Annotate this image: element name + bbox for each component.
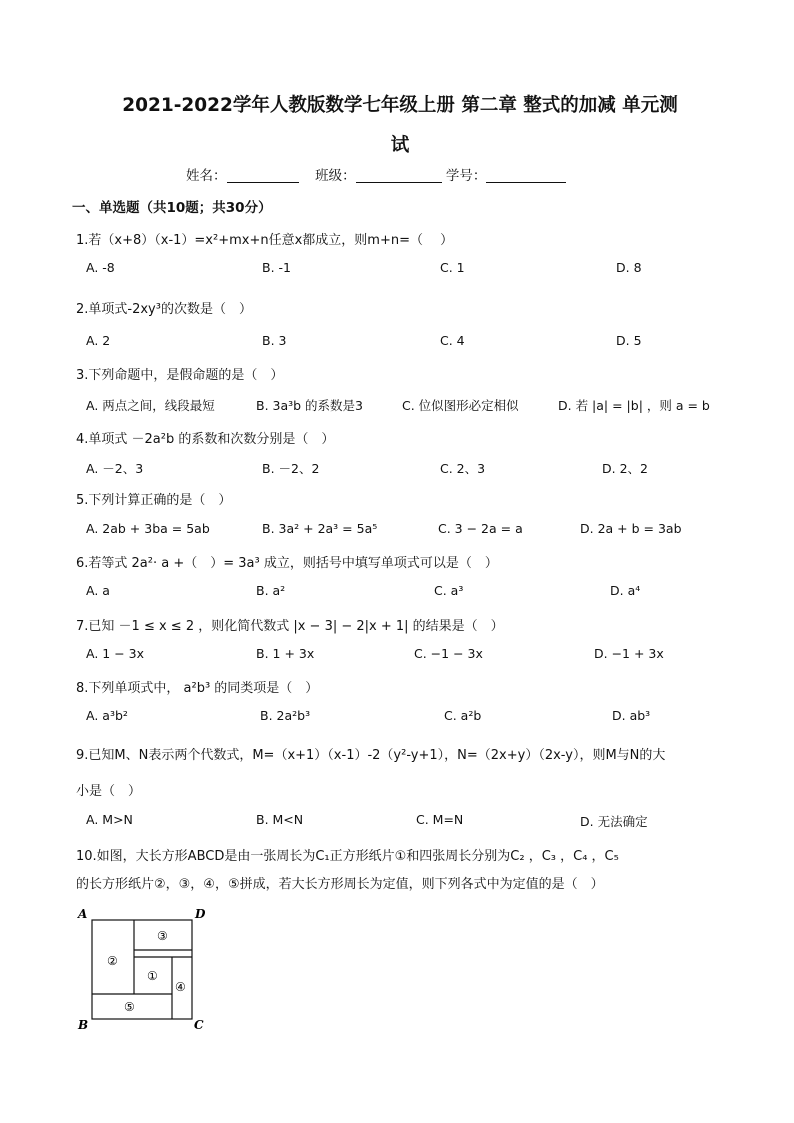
q3-option-a[interactable]: A. 两点之间，线段最短 [86,398,215,413]
q5-option-c[interactable]: C. 3 − 2a = a [438,521,523,536]
q6-option-b[interactable]: B. a² [256,583,286,598]
q4-option-b[interactable]: B. －2、2 [262,461,320,476]
piece-label-3: ③ [157,929,168,943]
class-blank[interactable] [356,168,442,183]
student-info-line [186,164,566,184]
q6-option-a[interactable]: A. a [86,583,110,598]
corner-label-b: B [78,1018,89,1032]
q4-option-d[interactable]: D. 2、2 [602,461,648,476]
question-9-continued: 小是（ ） [76,784,142,799]
q1-option-c[interactable]: C. 1 [440,260,465,275]
q9-option-c[interactable]: C. M=N [416,812,464,827]
question-2: 2.单项式-2xy³的次数是（ ） [76,302,252,317]
name-blank[interactable] [227,168,299,183]
corner-label-c: C [194,1018,204,1032]
number-label: 学号： [445,168,487,184]
q1-option-b[interactable]: B. -1 [262,260,291,275]
q3-option-b[interactable]: B. 3a³b 的系数是3 [256,398,364,413]
title-line-1: 2021-2022学年人教版数学七年级上册 第二章 整式的加减 单元测 [122,95,678,116]
q6-option-d[interactable]: D. a⁴ [610,583,641,598]
q5-option-b[interactable]: B. 3a² + 2a³ = 5a⁵ [262,521,378,536]
q6-option-c[interactable]: C. a³ [434,583,464,598]
rectangle-figure [74,902,214,1032]
q9-option-d[interactable]: D. 无法确定 [580,814,648,829]
q4-option-c[interactable]: C. 2、3 [440,461,486,476]
q5-option-a[interactable]: A. 2ab + 3ba = 5ab [86,521,210,536]
q8-option-b[interactable]: B. 2a²b³ [260,708,311,723]
q8-option-c[interactable]: C. a²b [444,708,482,723]
class-label: 班级： [315,168,356,184]
q7-option-b[interactable]: B. 1 + 3x [256,646,315,661]
piece-label-2: ② [107,954,118,968]
piece-label-5: ⑤ [124,1000,135,1014]
q9-option-a[interactable]: A. M>N [86,812,133,827]
question-10-continued: 的长方形纸片②，③，④，⑤拼成，若大长方形周长为定值，则下列各式中为定值的是（ ） [76,877,604,892]
q9-option-b[interactable]: B. M<N [256,812,304,827]
q3-option-c[interactable]: C. 位似图形必定相似 [402,398,519,413]
page-title [70,86,730,166]
q1-option-d[interactable]: D. 8 [616,260,642,275]
piece-label-4: ④ [175,980,186,994]
q7-option-d[interactable]: D. −1 + 3x [594,646,664,661]
question-3: 3.下列命题中，是假命题的是（ ） [76,368,284,383]
q8-option-d[interactable]: D. ab³ [612,708,651,723]
piece-label-1: ① [147,969,158,983]
question-7: 7.已知 －1 ≤ x ≤ 2 ，则化简代数式 |x − 3| − 2|x + 1| 的结果是（ ） [76,619,504,634]
q4-option-a[interactable]: A. －2、3 [86,461,144,476]
corner-label-a: A [78,907,88,921]
q2-option-d[interactable]: D. 5 [616,333,642,348]
q7-option-a[interactable]: A. 1 − 3x [86,646,145,661]
section-title: 一、单选题（共10题；共30分） [72,200,272,216]
question-9: 9.已知M、N表示两个代数式，M=（x+1）（x-1）-2（y²-y+1），N=（2x+y）（2x-y），则M与N的大 [76,748,666,763]
q8-option-a[interactable]: A. a³b² [86,708,128,723]
q1-option-a[interactable]: A. -8 [86,260,115,275]
q5-option-d[interactable]: D. 2a + b = 3ab [580,521,682,536]
corner-label-d: D [195,907,206,921]
q3-option-d[interactable]: D. 若 |a| = |b| ，则 a = b [558,398,710,413]
question-5: 5.下列计算正确的是（ ） [76,493,232,508]
question-1: 1.若（x+8）（x-1）=x²+mx+n任意x都成立，则m+n=（ ） [76,233,454,248]
question-4: 4.单项式 －2a²b 的系数和次数分别是（ ） [76,432,335,447]
title-line-2: 试 [390,135,410,156]
question-10: 10.如图，大长方形ABCD是由一张周长为C₁正方形纸片①和四张周长分别为C₂ ，C₃ ，C₄ ，C₅ [76,849,619,864]
name-label: 姓名： [186,168,227,184]
q2-option-b[interactable]: B. 3 [262,333,287,348]
number-blank[interactable] [486,168,566,183]
question-6: 6.若等式 2a²· a +（ ）= 3a³ 成立，则括号中填写单项式可以是（ ） [76,556,498,571]
q2-option-c[interactable]: C. 4 [440,333,465,348]
outer-rectangle [92,920,192,1019]
q7-option-c[interactable]: C. −1 − 3x [414,646,483,661]
q2-option-a[interactable]: A. 2 [86,333,111,348]
question-8: 8.下列单项式中， a²b³ 的同类项是（ ） [76,681,319,696]
